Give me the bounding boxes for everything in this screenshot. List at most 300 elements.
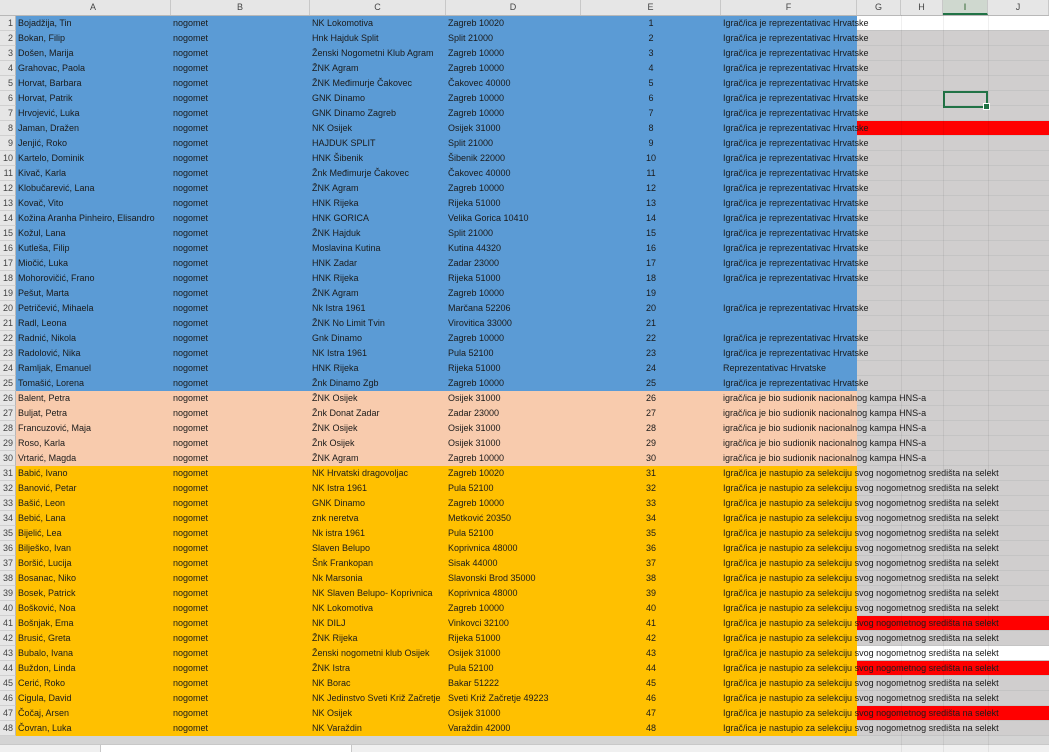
cell-e[interactable]: 13 (645, 198, 656, 208)
cell-f[interactable]: Igrač/ica je nastupio za selekciju svog nogometnog središta na selekt (723, 543, 999, 553)
cell-b[interactable]: nogomet (173, 93, 209, 103)
cell-a[interactable]: Bubalo, Ivana (18, 648, 74, 658)
cell-f[interactable] (721, 286, 1049, 301)
cell-b[interactable]: nogomet (173, 633, 209, 643)
cell-d[interactable]: Zagreb 10020 (448, 468, 505, 478)
cell-f[interactable]: Igrač/ica je nastupio za selekciju svog nogometnog središta na selekt (723, 528, 999, 538)
cell-d[interactable]: Pula 52100 (448, 348, 494, 358)
cell-d[interactable]: Koprivnica 48000 (448, 543, 518, 553)
cell-f[interactable]: Igrač/ica je nastupio za selekciju svog nogometnog središta na selekt (723, 618, 999, 628)
cell-b[interactable]: nogomet (173, 273, 209, 283)
cell-a[interactable]: Radolović, Nika (18, 348, 81, 358)
cell-d[interactable]: Vinkovci 32100 (448, 618, 509, 628)
cell-d[interactable]: Split 21000 (448, 138, 494, 148)
cell-f[interactable]: Igrač/ica je reprezentativac Hrvatske (723, 243, 869, 253)
cell-f[interactable]: Igrač/ica je nastupio za selekciju svog nogometnog središta na selekt (723, 678, 999, 688)
cell-c[interactable]: HNK Zadar (312, 258, 358, 268)
cell-d[interactable]: Osijek 31000 (448, 123, 501, 133)
row-header[interactable]: 9 (0, 136, 16, 151)
row-header[interactable]: 5 (0, 76, 16, 91)
cell-c[interactable]: HAJDUK SPLIT (312, 138, 376, 148)
cell-a[interactable]: Bebić, Lana (18, 513, 66, 523)
cell-d[interactable]: Rijeka 51000 (448, 273, 501, 283)
cell-c[interactable]: ŽNK Istra (312, 663, 351, 673)
row-header[interactable]: 14 (0, 211, 16, 226)
cell-e[interactable]: 31 (645, 468, 656, 478)
cell-b[interactable]: nogomet (173, 573, 209, 583)
cell-b[interactable]: nogomet (173, 63, 209, 73)
cell-b[interactable]: nogomet (173, 258, 209, 268)
cell-b[interactable]: nogomet (173, 303, 209, 313)
cell-d[interactable]: Koprivnica 48000 (448, 588, 518, 598)
cell-b[interactable]: nogomet (173, 693, 209, 703)
cell-a[interactable]: Banović, Petar (18, 483, 77, 493)
row-header[interactable]: 3 (0, 46, 16, 61)
cell-d[interactable]: Zagreb 10000 (448, 48, 505, 58)
cell-e[interactable]: 27 (645, 408, 656, 418)
cell-a[interactable]: Francuzović, Maja (18, 423, 92, 433)
row-header[interactable]: 31 (0, 466, 16, 481)
row-header[interactable]: 40 (0, 601, 16, 616)
row-header[interactable]: 42 (0, 631, 16, 646)
cell-d[interactable]: Čakovec 40000 (448, 168, 511, 178)
cell-f[interactable]: Igrač/ica je nastupio za selekciju svog nogometnog središta na selekt (723, 723, 999, 733)
row-header[interactable]: 28 (0, 421, 16, 436)
row-header[interactable]: 35 (0, 526, 16, 541)
cell-d[interactable]: Zagreb 10020 (448, 18, 505, 28)
cell-e[interactable]: 24 (645, 363, 656, 373)
row-header[interactable]: 25 (0, 376, 16, 391)
row-header[interactable]: 13 (0, 196, 16, 211)
cell-b[interactable]: nogomet (173, 618, 209, 628)
cell-c[interactable]: Ženski Nogometni Klub Agram (312, 48, 434, 58)
cell-e[interactable]: 48 (645, 723, 656, 733)
cell-f[interactable]: Igrač/ica je nastupio za selekciju svog nogometnog središta na selekt (723, 708, 999, 718)
cell-f[interactable]: Igrač/ica je nastupio za selekciju svog nogometnog središta na selekt (723, 468, 999, 478)
cell-f[interactable]: Igrač/ica je reprezentativac Hrvatske (723, 333, 869, 343)
cell-b[interactable]: nogomet (173, 498, 209, 508)
row-header[interactable]: 7 (0, 106, 16, 121)
cell-f[interactable]: Igrač/ica je nastupio za selekciju svog nogometnog središta na selekt (723, 633, 999, 643)
cell-f[interactable]: Igrač/ica je nastupio za selekciju svog nogometnog središta na selekt (723, 513, 999, 523)
cell-a[interactable]: Balent, Petra (18, 393, 71, 403)
cell-a[interactable]: Boršić, Lucija (18, 558, 72, 568)
cell-c[interactable]: ŽNK Agram (312, 63, 359, 73)
row-header[interactable]: 1 (0, 16, 16, 31)
cell-f[interactable]: Igrač/ica je reprezentativac Hrvatske (723, 213, 869, 223)
cell-b[interactable]: nogomet (173, 198, 209, 208)
cell-b[interactable]: nogomet (173, 348, 209, 358)
cell-f[interactable]: Igrač/ica je nastupio za selekciju svog nogometnog središta na selekt (723, 573, 999, 583)
cell-c[interactable]: ŽNK Agram (312, 183, 359, 193)
cell-e[interactable]: 22 (645, 333, 656, 343)
cell-c[interactable]: Žnk Osijek (312, 438, 355, 448)
row-header[interactable]: 10 (0, 151, 16, 166)
cell-d[interactable]: Velika Gorica 10410 (448, 213, 529, 223)
cell-d[interactable]: Pula 52100 (448, 483, 494, 493)
cell-a[interactable]: Horvat, Barbara (18, 78, 82, 88)
cell-a[interactable]: Kivač, Karla (18, 168, 67, 178)
cell-d[interactable]: Pula 52100 (448, 528, 494, 538)
cell-b[interactable]: nogomet (173, 588, 209, 598)
cell-f[interactable]: Igrač/ica je nastupio za selekciju svog nogometnog središta na selekt (723, 498, 999, 508)
cell-e[interactable]: 10 (645, 153, 656, 163)
cell-a[interactable]: Klobučarević, Lana (18, 183, 95, 193)
column-header-e[interactable]: E (581, 0, 721, 15)
cell-e[interactable]: 36 (645, 543, 656, 553)
cell-c[interactable]: Žnk Međimurje Čakovec (312, 168, 410, 178)
column-header-h[interactable]: H (901, 0, 943, 15)
cell-e[interactable]: 14 (645, 213, 656, 223)
cell-b[interactable]: nogomet (173, 213, 209, 223)
cell-f[interactable]: Igrač/ica je reprezentativac Hrvatske (723, 108, 869, 118)
cell-d[interactable]: Zadar 23000 (448, 258, 500, 268)
cell-d[interactable]: Zadar 23000 (448, 408, 500, 418)
cell-b[interactable]: nogomet (173, 363, 209, 373)
row-header[interactable]: 37 (0, 556, 16, 571)
cell-b[interactable]: nogomet (173, 243, 209, 253)
cell-a[interactable]: Roso, Karla (18, 438, 66, 448)
row-header[interactable]: 8 (0, 121, 16, 136)
cell-f[interactable]: Reprezentativac Hrvatske (723, 363, 827, 373)
cell-a[interactable]: Hrvojević, Luka (18, 108, 80, 118)
row-header[interactable]: 19 (0, 286, 16, 301)
cell-a[interactable]: Bokan, Filip (18, 33, 66, 43)
cell-f[interactable]: Igrač/ica je reprezentativac Hrvatske (723, 123, 869, 133)
cell-d[interactable]: Rijeka 51000 (448, 633, 501, 643)
cell-c[interactable]: Slaven Belupo (312, 543, 371, 553)
cell-c[interactable]: NK Osijek (312, 123, 353, 133)
column-header-d[interactable]: D (446, 0, 581, 15)
cell-d[interactable]: Pula 52100 (448, 663, 494, 673)
cell-c[interactable]: ŽNK Međimurje Čakovec (312, 78, 413, 88)
cell-c[interactable]: NK Istra 1961 (312, 483, 368, 493)
cell-c[interactable]: HNK GORICA (312, 213, 370, 223)
cell-a[interactable]: Bosanac, Niko (18, 573, 77, 583)
row-header[interactable]: 46 (0, 691, 16, 706)
cell-b[interactable]: nogomet (173, 138, 209, 148)
cell-d[interactable]: Slavonski Brod 35000 (448, 573, 536, 583)
cell-a[interactable]: Mohorovičić, Frano (18, 273, 95, 283)
cell-e[interactable]: 2 (648, 33, 654, 43)
cell-d[interactable]: Marčana 52206 (448, 303, 511, 313)
cell-b[interactable]: nogomet (173, 78, 209, 88)
cell-b[interactable]: nogomet (173, 408, 209, 418)
cell-f[interactable]: Igrač/ica je reprezentativac Hrvatske (723, 63, 869, 73)
row-header[interactable]: 33 (0, 496, 16, 511)
cell-e[interactable]: 1 (648, 18, 654, 28)
cell-a[interactable]: Bojadžija, Tin (18, 18, 72, 28)
cell-c[interactable]: Žnk Donat Zadar (312, 408, 380, 418)
cell-a[interactable]: Pešut, Marta (18, 288, 70, 298)
cell-a[interactable]: Cigula, David (18, 693, 72, 703)
cell-c[interactable]: Nk Marsonia (312, 573, 363, 583)
cell-a[interactable]: Tomašić, Lorena (18, 378, 85, 388)
cell-f[interactable]: Igrač/ica je nastupio za selekciju svog nogometnog središta na selekt (723, 483, 999, 493)
cell-c[interactable]: Gnk Dinamo (312, 333, 363, 343)
cell-c[interactable]: Hnk Hajduk Split (312, 33, 379, 43)
cell-b[interactable]: nogomet (173, 453, 209, 463)
cell-a[interactable]: Bašić, Leon (18, 498, 66, 508)
cell-e[interactable]: 47 (645, 708, 656, 718)
cell-d[interactable]: Zagreb 10000 (448, 288, 505, 298)
cell-b[interactable]: nogomet (173, 318, 209, 328)
cell-a[interactable]: Čovran, Luka (18, 723, 72, 733)
cell-d[interactable]: Zagreb 10000 (448, 498, 505, 508)
cell-d[interactable]: Osijek 31000 (448, 423, 501, 433)
cell-e[interactable]: 42 (645, 633, 656, 643)
cell-d[interactable]: Šibenik 22000 (448, 153, 506, 163)
column-header-j[interactable]: J (988, 0, 1049, 15)
cell-c[interactable]: ŽNK Agram (312, 288, 359, 298)
cell-c[interactable]: ŽNK Osijek (312, 393, 358, 403)
cell-d[interactable]: Zagreb 10000 (448, 63, 505, 73)
row-header[interactable]: 48 (0, 721, 16, 736)
cell-e[interactable]: 23 (645, 348, 656, 358)
cell-d[interactable]: Sveti Križ Začretje 49223 (448, 693, 549, 703)
cell-d[interactable]: Osijek 31000 (448, 648, 501, 658)
cell-e[interactable]: 28 (645, 423, 656, 433)
cell-b[interactable]: nogomet (173, 18, 209, 28)
cell-c[interactable]: ŽNK Hajduk (312, 228, 361, 238)
column-header-g[interactable]: G (857, 0, 901, 15)
cell-c[interactable]: HNK Rijeka (312, 198, 359, 208)
cell-a[interactable]: Jaman, Dražen (18, 123, 80, 133)
cell-e[interactable]: 33 (645, 498, 656, 508)
row-header[interactable]: 11 (0, 166, 16, 181)
cell-e[interactable]: 4 (648, 63, 654, 73)
column-header-a[interactable]: A (16, 0, 171, 15)
cell-b[interactable]: nogomet (173, 663, 209, 673)
cell-e[interactable]: 34 (645, 513, 656, 523)
cell-d[interactable]: Rijeka 51000 (448, 198, 501, 208)
cell-c[interactable]: HNK Rijeka (312, 363, 359, 373)
row-header[interactable]: 20 (0, 301, 16, 316)
cell-a[interactable]: Vrtarić, Magda (18, 453, 77, 463)
cell-c[interactable]: NK Lokomotiva (312, 18, 374, 28)
cell-d[interactable]: Zagreb 10000 (448, 183, 505, 193)
cell-f[interactable]: Igrač/ica je reprezentativac Hrvatske (723, 273, 869, 283)
cell-d[interactable]: Zagreb 10000 (448, 333, 505, 343)
cell-b[interactable]: nogomet (173, 513, 209, 523)
cell-f[interactable]: igrač/ica je bio sudionik nacionalnog kampa HNS-a (723, 453, 927, 463)
cell-c[interactable]: NK Osijek (312, 708, 353, 718)
cell-b[interactable]: nogomet (173, 288, 209, 298)
cell-d[interactable]: Osijek 31000 (448, 708, 501, 718)
row-header[interactable]: 22 (0, 331, 16, 346)
cell-f[interactable]: Igrač/ica je reprezentativac Hrvatske (723, 18, 869, 28)
cell-f[interactable]: Igrač/ica je nastupio za selekciju svog nogometnog središta na selekt (723, 603, 999, 613)
cell-c[interactable]: Šnk Frankopan (312, 558, 374, 568)
cell-b[interactable]: nogomet (173, 108, 209, 118)
cell-e[interactable]: 37 (645, 558, 656, 568)
cell-c[interactable]: NK Hrvatski dragovoljac (312, 468, 409, 478)
cell-e[interactable]: 18 (645, 273, 656, 283)
column-header-b[interactable]: B (171, 0, 310, 15)
cell-f[interactable]: Igrač/ica je reprezentativac Hrvatske (723, 93, 869, 103)
cell-e[interactable]: 39 (645, 588, 656, 598)
cell-d[interactable]: Metković 20350 (448, 513, 512, 523)
selected-cell[interactable] (943, 91, 988, 108)
cell-c[interactable]: NK Slaven Belupo- Koprivnica (312, 588, 433, 598)
cell-c[interactable]: HNK Rijeka (312, 273, 359, 283)
cell-a[interactable]: Kožul, Lana (18, 228, 66, 238)
cell-c[interactable]: NK Borac (312, 678, 351, 688)
cell-b[interactable]: nogomet (173, 543, 209, 553)
cell-b[interactable]: nogomet (173, 423, 209, 433)
cell-a[interactable]: Horvat, Patrik (18, 93, 73, 103)
cell-c[interactable]: NK Varaždin (312, 723, 362, 733)
cell-e[interactable]: 32 (645, 483, 656, 493)
cell-e[interactable]: 9 (648, 138, 654, 148)
cell-a[interactable]: Grahovac, Paola (18, 63, 86, 73)
cell-b[interactable]: nogomet (173, 33, 209, 43)
row-header[interactable]: 27 (0, 406, 16, 421)
cell-f[interactable]: igrač/ica je bio sudionik nacionalnog kampa HNS-a (723, 393, 927, 403)
row-header[interactable]: 34 (0, 511, 16, 526)
cell-f[interactable]: Igrač/ica je reprezentativac Hrvatske (723, 33, 869, 43)
cell-e[interactable]: 5 (648, 78, 654, 88)
cell-b[interactable]: nogomet (173, 468, 209, 478)
row-header[interactable]: 30 (0, 451, 16, 466)
cell-d[interactable]: Split 21000 (448, 228, 494, 238)
row-header[interactable]: 32 (0, 481, 16, 496)
cell-a[interactable]: Bijelić, Lea (18, 528, 62, 538)
cell-e[interactable]: 8 (648, 123, 654, 133)
cell-e[interactable]: 38 (645, 573, 656, 583)
cell-b[interactable]: nogomet (173, 378, 209, 388)
cell-d[interactable]: Osijek 31000 (448, 393, 501, 403)
row-header[interactable]: 26 (0, 391, 16, 406)
cell-d[interactable]: Zagreb 10000 (448, 108, 505, 118)
cell-a[interactable]: Babić, Ivano (18, 468, 68, 478)
cell-e[interactable]: 16 (645, 243, 656, 253)
cell-c[interactable]: Žnk Dinamo Zgb (312, 378, 379, 388)
row-header[interactable]: 12 (0, 181, 16, 196)
row-header[interactable]: 29 (0, 436, 16, 451)
cell-b[interactable]: nogomet (173, 528, 209, 538)
cell-b[interactable]: nogomet (173, 678, 209, 688)
cell-f[interactable]: Igrač/ica je reprezentativac Hrvatske (723, 228, 869, 238)
cell-d[interactable]: Zagreb 10000 (448, 603, 505, 613)
cell-c[interactable]: Ženski nogometni klub Osijek (312, 648, 430, 658)
cell-d[interactable]: Bakar 51222 (448, 678, 500, 688)
cell-a[interactable]: Miočić, Luka (18, 258, 69, 268)
cell-d[interactable]: Osijek 31000 (448, 438, 501, 448)
cell-a[interactable]: Kutleša, Filip (18, 243, 70, 253)
cell-a[interactable]: Bosek, Patrick (18, 588, 76, 598)
cell-e[interactable]: 6 (648, 93, 654, 103)
cell-b[interactable]: nogomet (173, 603, 209, 613)
cell-d[interactable]: Zagreb 10000 (448, 93, 505, 103)
cell-d[interactable]: Virovitica 33000 (448, 318, 512, 328)
row-header[interactable]: 38 (0, 571, 16, 586)
cell-b[interactable]: nogomet (173, 123, 209, 133)
cell-f[interactable]: Igrač/ica je reprezentativac Hrvatske (723, 183, 869, 193)
cell-f[interactable]: Igrač/ica je nastupio za selekciju svog nogometnog središta na selekt (723, 693, 999, 703)
cell-e[interactable]: 35 (645, 528, 656, 538)
cell-b[interactable]: nogomet (173, 648, 209, 658)
cell-f[interactable]: Igrač/ica je reprezentativac Hrvatske (723, 168, 869, 178)
cell-a[interactable]: Bošković, Noa (18, 603, 76, 613)
cell-f[interactable]: Igrač/ica je reprezentativac Hrvatske (723, 378, 869, 388)
cell-a[interactable]: Ramljak, Emanuel (18, 363, 92, 373)
cell-f[interactable]: Igrač/ica je reprezentativac Hrvatske (723, 258, 869, 268)
cell-b[interactable]: nogomet (173, 393, 209, 403)
cell-c[interactable]: GNK Dinamo (312, 93, 366, 103)
cell-e[interactable]: 15 (645, 228, 656, 238)
row-header[interactable]: 36 (0, 541, 16, 556)
cell-d[interactable]: Zagreb 10000 (448, 453, 505, 463)
cell-c[interactable]: znk neretva (312, 513, 359, 523)
cell-f[interactable]: Igrač/ica je reprezentativac Hrvatske (723, 198, 869, 208)
cell-e[interactable]: 46 (645, 693, 656, 703)
row-header[interactable]: 15 (0, 226, 16, 241)
cell-e[interactable]: 30 (645, 453, 656, 463)
cell-d[interactable]: Sisak 44000 (448, 558, 498, 568)
cell-b[interactable]: nogomet (173, 558, 209, 568)
cell-e[interactable]: 20 (645, 303, 656, 313)
cell-e[interactable]: 29 (645, 438, 656, 448)
cell-c[interactable]: HNK Šibenik (312, 153, 364, 163)
cell-f[interactable]: igrač/ica je bio sudionik nacionalnog kampa HNS-a (723, 438, 927, 448)
cell-a[interactable]: Buždon, Linda (18, 663, 76, 673)
cell-e[interactable]: 41 (645, 618, 656, 628)
cell-e[interactable]: 40 (645, 603, 656, 613)
cell-b[interactable]: nogomet (173, 438, 209, 448)
cell-d[interactable]: Zagreb 10000 (448, 378, 505, 388)
cell-c[interactable]: NK DILJ (312, 618, 346, 628)
cell-e[interactable]: 17 (645, 258, 656, 268)
cell-c[interactable]: NK Lokomotiva (312, 603, 374, 613)
row-header[interactable]: 23 (0, 346, 16, 361)
cell-a[interactable]: Buljat, Petra (18, 408, 68, 418)
cell-a[interactable]: Bilješko, Ivan (18, 543, 72, 553)
cell-b[interactable]: nogomet (173, 48, 209, 58)
cell-f[interactable]: Igrač/ica je reprezentativac Hrvatske (723, 348, 869, 358)
cell-b[interactable]: nogomet (173, 333, 209, 343)
row-header[interactable]: 21 (0, 316, 16, 331)
cell-d[interactable]: Kutina 44320 (448, 243, 502, 253)
cell-e[interactable]: 3 (648, 48, 654, 58)
cell-a[interactable]: Cerić, Roko (18, 678, 66, 688)
cell-a[interactable]: Brusić, Greta (18, 633, 71, 643)
cell-c[interactable]: GNK Dinamo Zagreb (312, 108, 397, 118)
row-header[interactable]: 44 (0, 661, 16, 676)
cell-b[interactable]: nogomet (173, 153, 209, 163)
row-header[interactable]: 16 (0, 241, 16, 256)
cell-f[interactable] (721, 316, 1049, 331)
cell-a[interactable]: Radl, Leona (18, 318, 67, 328)
cell-e[interactable]: 12 (645, 183, 656, 193)
cell-f[interactable]: Igrač/ica je reprezentativac Hrvatske (723, 153, 869, 163)
row-header[interactable]: 18 (0, 271, 16, 286)
row-header[interactable]: 17 (0, 256, 16, 271)
cell-b[interactable]: nogomet (173, 483, 209, 493)
cell-a[interactable]: Radnić, Nikola (18, 333, 77, 343)
row-header[interactable]: 41 (0, 616, 16, 631)
cell-c[interactable]: NK Jedinstvo Sveti Križ Začretje (312, 693, 441, 703)
column-header-c[interactable]: C (310, 0, 446, 15)
cell-a[interactable]: Čočaj, Arsen (18, 708, 70, 718)
cell-e[interactable]: 25 (645, 378, 656, 388)
cell-d[interactable]: Čakovec 40000 (448, 78, 511, 88)
column-header-f[interactable]: F (721, 0, 857, 15)
row-header[interactable]: 24 (0, 361, 16, 376)
cell-a[interactable]: Kartelo, Dominik (18, 153, 85, 163)
cell-e[interactable]: 45 (645, 678, 656, 688)
cell-a[interactable]: Došen, Marija (18, 48, 74, 58)
